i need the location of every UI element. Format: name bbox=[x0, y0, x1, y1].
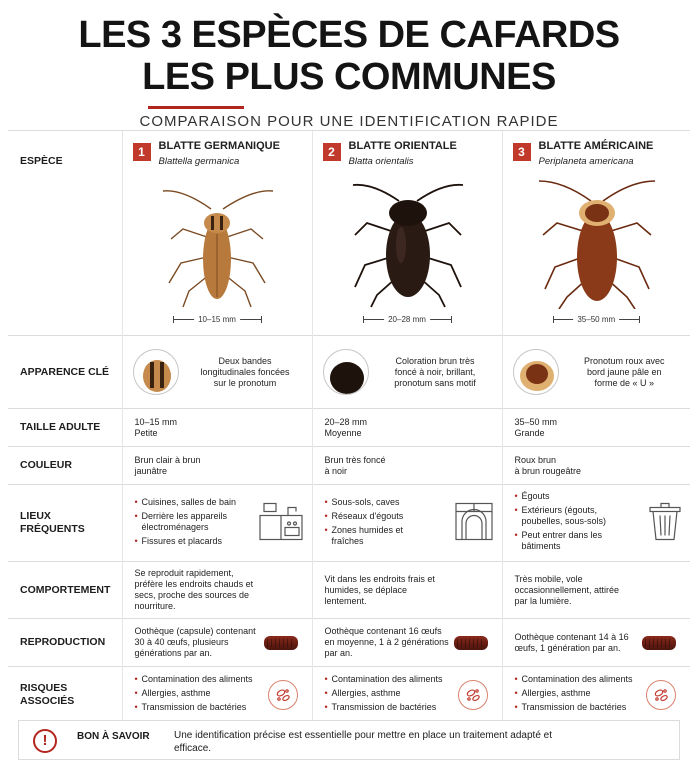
color-text: Brun très foncé bbox=[324, 454, 386, 465]
color-cell-3 bbox=[502, 447, 690, 485]
color-text: jaunâtre bbox=[134, 465, 168, 476]
page-subtitle: COMPARAISON POUR UNE IDENTIFICATION RAPIDE bbox=[139, 113, 559, 130]
list-item: • Derrière les appareils électroménagers bbox=[135, 511, 245, 533]
bacteria-icon bbox=[646, 680, 676, 710]
german-cockroach-illustration bbox=[123, 179, 312, 309]
appearance-cell-3 bbox=[502, 336, 690, 409]
row-label-reproduction: REPRODUCTION bbox=[8, 619, 122, 667]
size-word: Grande bbox=[514, 427, 545, 438]
ootheca-icon bbox=[642, 636, 676, 650]
list-item: • Transmission de bactéries bbox=[515, 702, 645, 713]
species-header-2 bbox=[312, 131, 502, 336]
list-item: • Extérieurs (égouts, poubelles, sous-sols) bbox=[515, 505, 625, 527]
species-name: BLATTE ORIENTALE bbox=[348, 140, 457, 152]
places-cell-2 bbox=[312, 485, 502, 562]
row-label-appearance: APPARENCE CLÉ bbox=[8, 336, 122, 409]
good-to-know-text: Une identification précise est essentielle pour mettre en place un traitement adapté et efficace. bbox=[174, 730, 552, 754]
size-row bbox=[8, 409, 690, 447]
behaviour-text: Très mobile, vole occasionnellement, attirée par la lumière. bbox=[514, 573, 620, 606]
row-label-color: COULEUR bbox=[8, 447, 122, 485]
places-row bbox=[8, 485, 690, 562]
risks-cell-3 bbox=[502, 667, 690, 723]
appearance-row bbox=[8, 336, 690, 409]
risks-row bbox=[8, 667, 690, 723]
bacteria-icon bbox=[458, 680, 488, 710]
appearance-text: Pronotum roux avec bord jaune pâle en forme de « U » bbox=[583, 355, 665, 388]
pronotum-closeup-image bbox=[513, 349, 559, 395]
size-range: 35–50 mm bbox=[514, 416, 558, 427]
good-to-know-box bbox=[18, 720, 680, 760]
reproduction-text: Oothèque contenant 14 à 16 œufs, 1 génération par an. bbox=[514, 631, 629, 653]
color-text: à noir bbox=[324, 465, 348, 476]
title-line-1: LES 3 ESPÈCES DE CAFARDS bbox=[78, 14, 620, 56]
species-number-badge: 3 bbox=[513, 143, 531, 161]
species-row bbox=[8, 131, 690, 336]
list-item: • Égouts bbox=[515, 491, 625, 502]
size-scale-label: 20–28 mm bbox=[384, 314, 430, 325]
sewer-icon bbox=[454, 502, 494, 545]
size-scale-label: 10–15 mm bbox=[194, 314, 240, 325]
reproduction-row bbox=[8, 619, 690, 667]
row-label-size: TAILLE ADULTE bbox=[8, 409, 122, 447]
species-latin-name: Blatta orientalis bbox=[348, 156, 414, 167]
size-scale-label: 35–50 mm bbox=[573, 314, 619, 325]
row-label-species: ESPÈCE bbox=[8, 131, 122, 336]
behaviour-text: Vit dans les endroits frais et humides, se déplace lentement. bbox=[324, 573, 435, 606]
list-item: • Contamination des aliments bbox=[515, 674, 645, 685]
row-label-line: ASSOCIÉS bbox=[20, 694, 75, 707]
ootheca-icon bbox=[454, 636, 488, 650]
behaviour-cell-1 bbox=[122, 562, 312, 619]
size-cell-3 bbox=[502, 409, 690, 447]
appearance-text: Coloration brun très foncé à noir, brillant, pronotum sans motif bbox=[394, 355, 476, 388]
color-text: Roux brun bbox=[514, 454, 557, 465]
american-cockroach-illustration bbox=[503, 179, 691, 309]
list-item: • Cuisines, salles de bain bbox=[135, 497, 245, 508]
behaviour-text: Se reproduit rapidement, préfère les endroits chauds et secs, proche des sources de nourriture. bbox=[134, 568, 254, 611]
color-cell-2 bbox=[312, 447, 502, 485]
title-underline bbox=[148, 106, 244, 109]
species-number-badge: 2 bbox=[323, 143, 341, 161]
row-label-line: RISQUES bbox=[20, 681, 68, 694]
species-number-badge: 1 bbox=[133, 143, 151, 161]
reproduction-cell-3 bbox=[502, 619, 690, 667]
species-name: BLATTE GERMANIQUE bbox=[158, 140, 280, 152]
good-to-know-label: BON À SAVOIR bbox=[77, 731, 150, 742]
color-text: Brun clair à brun bbox=[134, 454, 201, 465]
size-cell-2 bbox=[312, 409, 502, 447]
places-cell-1 bbox=[122, 485, 312, 562]
list-item: • Contamination des aliments bbox=[135, 674, 265, 685]
pronotum-closeup-image bbox=[133, 349, 179, 395]
size-scale bbox=[553, 315, 641, 325]
list-item: • Contamination des aliments bbox=[325, 674, 455, 685]
size-scale bbox=[173, 315, 262, 325]
behaviour-row bbox=[8, 562, 690, 619]
species-latin-name: Periplaneta americana bbox=[538, 156, 634, 167]
page-title bbox=[0, 0, 698, 98]
size-scale bbox=[363, 315, 452, 325]
list-item: • Transmission de bactéries bbox=[135, 702, 265, 713]
kitchen-icon bbox=[258, 502, 304, 545]
size-word: Moyenne bbox=[324, 427, 362, 438]
size-cell-1 bbox=[122, 409, 312, 447]
appearance-text: Deux bandes longitudinales foncées sur le pronotum bbox=[200, 355, 290, 388]
list-item: • Allergies, asthme bbox=[135, 688, 265, 699]
row-label-risks bbox=[8, 667, 122, 723]
species-latin-name: Blattella germanica bbox=[158, 156, 240, 167]
row-label-behaviour: COMPORTEMENT bbox=[8, 562, 122, 619]
list-item: • Réseaux d'égouts bbox=[325, 511, 435, 522]
list-item: • Transmission de bactéries bbox=[325, 702, 455, 713]
reproduction-cell-2 bbox=[312, 619, 502, 667]
oriental-cockroach-illustration bbox=[313, 179, 502, 309]
title-line-2: LES PLUS COMMUNES bbox=[142, 56, 556, 98]
appearance-cell-2 bbox=[312, 336, 502, 409]
color-row bbox=[8, 447, 690, 485]
appearance-cell-1 bbox=[122, 336, 312, 409]
list-item: • Allergies, asthme bbox=[515, 688, 645, 699]
species-header-1 bbox=[122, 131, 312, 336]
size-word: Petite bbox=[134, 427, 158, 438]
risks-cell-1 bbox=[122, 667, 312, 723]
trash-can-icon bbox=[648, 502, 682, 545]
species-name: BLATTE AMÉRICAINE bbox=[538, 140, 654, 152]
ootheca-icon bbox=[264, 636, 298, 650]
places-cell-3 bbox=[502, 485, 690, 562]
list-item: • Zones humides et fraîches bbox=[325, 525, 435, 547]
color-cell-1 bbox=[122, 447, 312, 485]
reproduction-text: Oothèque (capsule) contenant 30 à 40 œufs, plusieurs générations par an. bbox=[134, 626, 256, 658]
list-item: • Peut entrer dans les bâtiments bbox=[515, 530, 625, 552]
row-label-line: FRÉQUENTS bbox=[20, 523, 85, 535]
behaviour-cell-2 bbox=[312, 562, 502, 619]
reproduction-text: Oothèque contenant 16 œufs en moyenne, 1 à 2 générations par an. bbox=[324, 626, 449, 658]
pronotum-closeup-image bbox=[323, 349, 369, 395]
color-text: à brun rougeâtre bbox=[514, 465, 582, 476]
comparison-table bbox=[8, 130, 690, 723]
bacteria-icon bbox=[268, 680, 298, 710]
list-item: • Sous-sols, caves bbox=[325, 497, 435, 508]
risks-cell-2 bbox=[312, 667, 502, 723]
size-range: 20–28 mm bbox=[324, 416, 368, 427]
row-label-places bbox=[8, 485, 122, 562]
reproduction-cell-1 bbox=[122, 619, 312, 667]
behaviour-cell-3 bbox=[502, 562, 690, 619]
list-item: • Fissures et placards bbox=[135, 536, 245, 547]
list-item: • Allergies, asthme bbox=[325, 688, 455, 699]
species-header-3 bbox=[502, 131, 690, 336]
row-label-line: LIEUX bbox=[20, 510, 51, 522]
size-range: 10–15 mm bbox=[134, 416, 178, 427]
warning-icon: ! bbox=[33, 729, 57, 753]
